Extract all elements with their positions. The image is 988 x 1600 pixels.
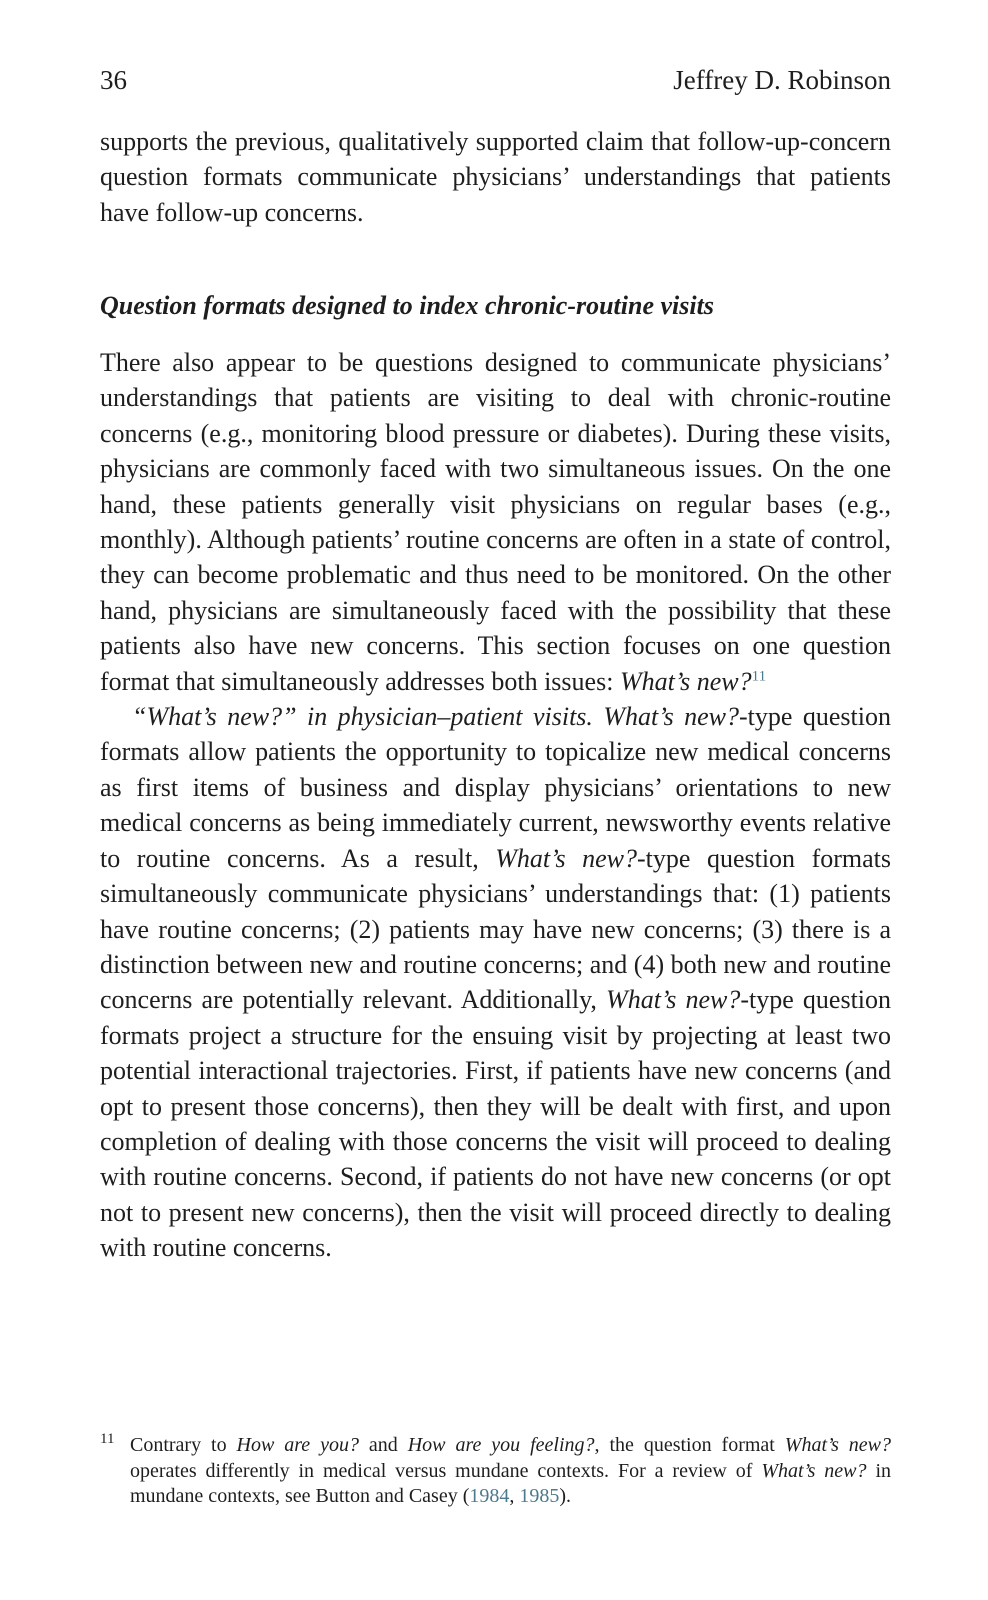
section-body <box>100 345 891 1266</box>
whats-new-term: What’s new? <box>603 702 740 732</box>
footnote-span: and <box>368 1434 398 1456</box>
whats-new-term: What’s new? <box>606 985 741 1015</box>
whats-new-term: What’s new? <box>495 843 637 873</box>
footnote-number: 11 <box>100 1431 115 1447</box>
footnote-text <box>100 1433 891 1510</box>
footnote-span: in mundane contexts, see Button and Casey ( <box>130 1459 891 1507</box>
running-header <box>100 62 891 98</box>
citation-link-1985[interactable]: 1985 <box>519 1485 560 1507</box>
paragraph-whats-new <box>100 699 891 1266</box>
paragraph-intro-text: There also appear to be questions designed to communicate physicians’ understandings that patients are visiting to deal with chronic-routine concerns (e.g., monitoring blood pressure or diabetes). During these visits, physicians are commonly faced with two simultaneous issues. On the one hand, these patients generally visit physicians on regular bases (e.g., monthly). Although patients’ routine concerns are often in a state of control, they can become problematic and thus need to be monitored. On the other hand, physicians are simultaneously faced with the possibility that these patients also have new concerns. This section focuses on one question format that simultaneously addresses both issues: <box>100 348 891 696</box>
citation-link-1984[interactable]: 1984 <box>469 1485 510 1507</box>
paragraph-text: -type question formats allow patients the opportunity to topicalize new medical concerns as first items of business and display physicians’ orientations to new medical concerns as being immediately current, newsworthy events relative to routine concerns. As a result, <box>100 702 891 873</box>
running-head-author: Jeffrey D. Robinson <box>673 65 891 95</box>
footnote-italic: How are you feeling? <box>407 1434 595 1456</box>
footnote-span: ). <box>559 1485 572 1507</box>
footnote-span: Contrary to <box>130 1434 227 1456</box>
paragraph-intro <box>100 345 891 699</box>
footnote-span: , <box>509 1485 520 1507</box>
paragraph-text: -type question formats simultaneously communicate physicians’ understandings that: (1) patients have routine concerns; (2) patients may have new concerns; (3) there is a distinction between new and routine concerns; and (4) both new and routine concerns are potentially relevant. Additionally, <box>100 843 892 1015</box>
run-in-heading: “What’s new?” in physician–patient visits. <box>132 702 593 732</box>
footnote-span: , the question format <box>594 1434 775 1456</box>
footnote-italic: What’s new? <box>784 1434 892 1456</box>
section-heading: Question formats designed to index chronic-routine visits <box>100 291 714 320</box>
page-number: 36 <box>100 65 127 95</box>
paragraph-text: -type question formats project a structure for the ensuing visit by projecting at least two potential interactional trajectories. First, if patients have new concerns (and opt to present those concerns), then they will be dealt with first, and upon completion of dealing with those concerns the visit will proceed to dealing with routine concerns. Second, if patients do not have new concerns (or opt not to present new concerns), then the visit will proceed directly to dealing with routine concerns. <box>100 985 892 1263</box>
footnote-span: operates differently in medical versus mundane contexts. For a review of <box>130 1459 753 1482</box>
footnote <box>100 1433 891 1510</box>
page <box>100 0 891 1600</box>
footnote-italic: What’s new? <box>761 1459 867 1482</box>
whats-new-term: What’s new? <box>619 666 752 696</box>
footnote-ref[interactable]: 11 <box>751 668 767 684</box>
footnote-italic: How are you? <box>236 1434 359 1456</box>
paragraph-continued: supports the previous, qualitatively supported claim that follow-up-concern question formats communicate physicians’ understandings that patients have follow-up concerns. <box>100 127 891 227</box>
